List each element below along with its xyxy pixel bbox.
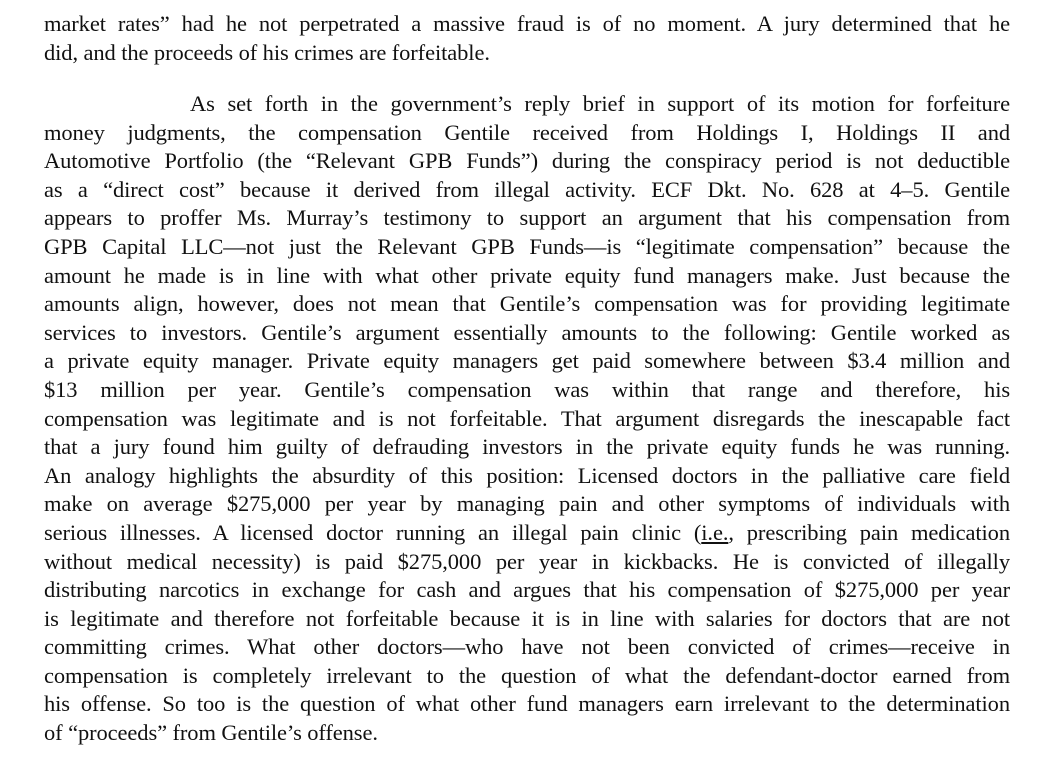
text-line: without medical necessity) is paid $275,000 per year in kickbacks. He is convicted of illegally bbox=[44, 548, 1010, 574]
underlined-abbreviation: i.e. bbox=[701, 519, 729, 545]
text-line: as a “direct cost” because it derived from illegal activity. ECF Dkt. No. 628 at 4–5. Gentile bbox=[44, 176, 1010, 202]
text-line: his offense. So too is the question of what other fund managers earn irrelevant to the determination bbox=[44, 691, 1010, 717]
text-line: of “proceeds” from Gentile’s offense. bbox=[44, 720, 378, 746]
text-line: make on average $275,000 per year by managing pain and other symptoms of individuals with bbox=[44, 491, 1010, 517]
text-line: As set forth in the government’s reply brief in support of its motion for forfeiture bbox=[190, 91, 1010, 116]
text-line: a private equity manager. Private equity managers get paid somewhere between $3.4 million and bbox=[44, 348, 1010, 374]
text-line: money judgments, the compensation Gentile received from Holdings I, Holdings II and bbox=[44, 119, 1010, 145]
text-line: $13 million per year. Gentile’s compensation was within that range and therefore, his bbox=[44, 376, 1010, 402]
text-line: distributing narcotics in exchange for cash and argues that his compensation of $275,000 per year bbox=[44, 577, 1010, 603]
text-line: compensation was legitimate and is not forfeitable. That argument disregards the inescapable fact bbox=[44, 405, 1010, 431]
text-segment: serious illnesses. A licensed doctor running an illegal pain clinic ( bbox=[44, 519, 702, 545]
text-line: services to investors. Gentile’s argument essentially amounts to the following: Gentile worked as bbox=[44, 319, 1010, 345]
text-line: appears to proffer Ms. Murray’s testimony to support an argument that his compensation from bbox=[44, 205, 1010, 231]
paragraph-2 bbox=[44, 90, 1010, 748]
text-line: GPB Capital LLC—not just the Relevant GPB Funds—is “legitimate compensation” because the bbox=[44, 233, 1010, 259]
text-line: compensation is completely irrelevant to the question of what the defendant-doctor earned from bbox=[44, 662, 1010, 688]
text-line-with-underline bbox=[44, 519, 1010, 548]
text-line: An analogy highlights the absurdity of this position: Licensed doctors in the palliative care field bbox=[44, 462, 1010, 488]
text-line: amount he made is in line with what other private equity fund managers make. Just because the bbox=[44, 262, 1010, 288]
text-line: Automotive Portfolio (the “Relevant GPB Funds”) during the conspiracy period is not deductible bbox=[44, 148, 1010, 174]
text-line: amounts align, however, does not mean that Gentile’s compensation was for providing legitimate bbox=[44, 291, 1010, 317]
text-segment: , prescribing pain medication bbox=[728, 519, 1010, 545]
text-line: is legitimate and therefore not forfeitable because it is in line with salaries for doctors that are not bbox=[44, 605, 1010, 631]
text-line: committing crimes. What other doctors—who have not been convicted of crimes—receive in bbox=[44, 634, 1010, 660]
text-line: that a jury found him guilty of defrauding investors in the private equity funds he was running. bbox=[44, 434, 1010, 460]
text-line: did, and the proceeds of his crimes are forfeitable. bbox=[44, 39, 490, 65]
text-line: market rates” had he not perpetrated a massive fraud is of no moment. A jury determined that he bbox=[44, 11, 1010, 36]
paragraph-1 bbox=[44, 10, 1010, 67]
